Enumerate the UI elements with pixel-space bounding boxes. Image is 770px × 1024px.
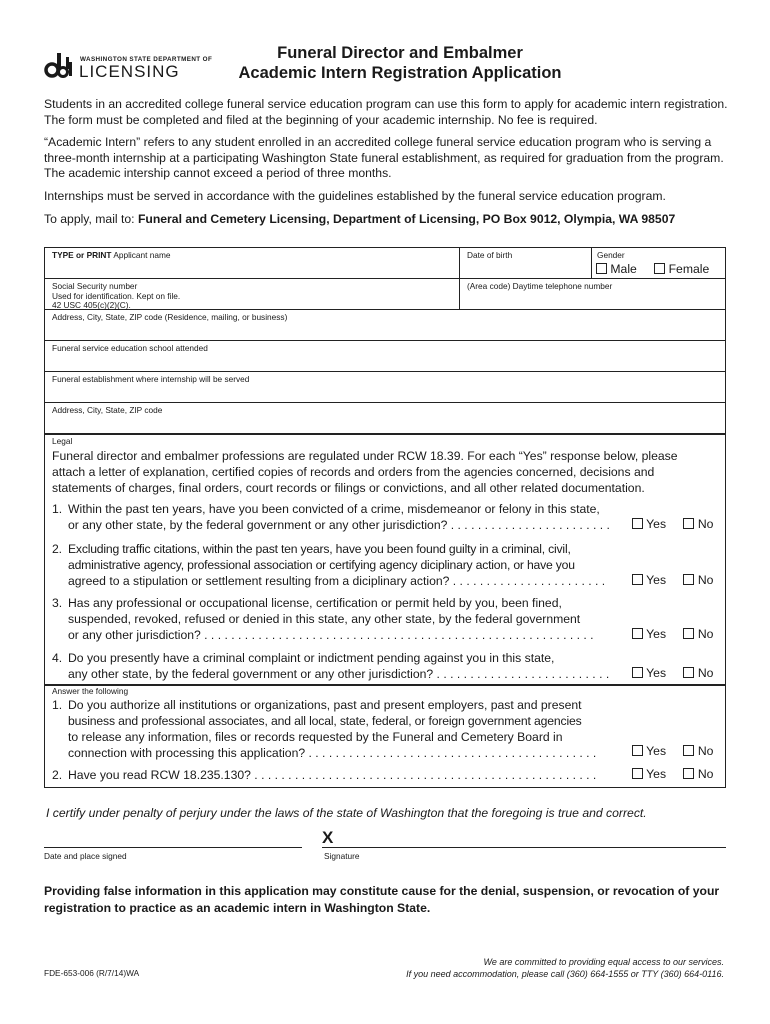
- gender-options: [596, 262, 709, 276]
- yes-label: Yes: [646, 744, 667, 758]
- mail-instruction: [44, 212, 734, 228]
- q1-yes-checkbox[interactable]: [632, 518, 643, 529]
- yes-label: Yes: [646, 517, 667, 531]
- answer-question-1: [52, 697, 637, 761]
- accessibility-notice: [406, 956, 724, 980]
- female-checkbox[interactable]: [654, 263, 665, 274]
- no-label: No: [697, 744, 714, 758]
- q3-line3: or any other jurisdiction? . . . . . . . . . . . . . . . . . . . . . . . . . . . . . . . . . . . . . . . . . . . . . . . . . . . . . . . . . .: [68, 628, 594, 642]
- a2-no-checkbox[interactable]: [683, 768, 694, 779]
- answer-label: Answer the following: [52, 686, 129, 696]
- dol-logo-icon: [44, 53, 76, 79]
- establishment-address-field[interactable]: Address, City, State, ZIP code: [52, 405, 163, 415]
- divider: [44, 278, 726, 279]
- answer-question-2: [52, 767, 637, 783]
- q3-line1: Has any professional or occupational license, certification or permit held by you, been fined,: [68, 596, 562, 610]
- q2-line1: Excluding traffic citations, within the past ten years, have you been found guilty in a criminal, civil,: [68, 542, 571, 556]
- no-label: No: [697, 517, 714, 531]
- form-number: FDE-653-006 (R/7/14)WA: [44, 968, 140, 978]
- male-label: Male: [610, 262, 637, 276]
- ssn-label: Social Security number: [52, 281, 138, 291]
- q3-no-checkbox[interactable]: [683, 628, 694, 639]
- school-field[interactable]: Funeral service education school attended: [52, 343, 208, 353]
- access-line-1: We are committed to providing equal access to our services.: [483, 957, 724, 967]
- intro-paragraph-3: Internships must be served in accordance with the guidelines established by the funeral service education program.: [44, 189, 666, 203]
- q2-number: 2.: [52, 542, 62, 556]
- q2-yes-checkbox[interactable]: [632, 574, 643, 585]
- q4-no-checkbox[interactable]: [683, 667, 694, 678]
- divider: [591, 247, 592, 278]
- yes-label: Yes: [646, 767, 667, 781]
- no-label: No: [697, 627, 714, 641]
- intro-paragraph-1: Students in an accredited college funeral service education program can use this form to apply for academic intern registration. The form must be completed and filed at the beginning of your academic internship. No fee is required.: [44, 97, 728, 127]
- mail-prefix: To apply, mail to:: [44, 212, 138, 226]
- a1-answer: [632, 744, 713, 758]
- a1-line2: business and professional associates, and all local, state, federal, or foreign government agencies: [68, 714, 582, 728]
- address-field[interactable]: Address, City, State, ZIP code (Residence, mailing, or business): [52, 312, 288, 322]
- title-line-2: Academic Intern Registration Application: [238, 64, 562, 82]
- q3-yes-checkbox[interactable]: [632, 628, 643, 639]
- date-line[interactable]: [44, 847, 302, 848]
- access-line-2: If you need accommodation, please call (360) 664-1555 or TTY (360) 664-0116.: [406, 969, 724, 979]
- divider: [44, 371, 726, 372]
- title-line-1: Funeral Director and Embalmer: [277, 44, 523, 62]
- q1-no-checkbox[interactable]: [683, 518, 694, 529]
- legal-question-4: [52, 650, 637, 682]
- q1-number: 1.: [52, 502, 63, 516]
- q1-answer: [632, 517, 713, 531]
- q2-no-checkbox[interactable]: [683, 574, 694, 585]
- signature-line[interactable]: [322, 847, 726, 848]
- legal-question-2: [52, 541, 637, 589]
- q1-line1: Within the past ten years, have you been convicted of a crime, misdemeanor or felony in this state,: [68, 502, 600, 516]
- no-label: No: [697, 573, 714, 587]
- a1-line4: connection with processing this application? . . . . . . . . . . . . . . . . . . . . . . . . . . . . . . . . . . . . . . . . . . .: [68, 746, 597, 760]
- phone-field[interactable]: (Area code) Daytime telephone number: [467, 281, 613, 291]
- a2-number: 2.: [52, 768, 63, 782]
- divider: [44, 340, 726, 341]
- q2-answer: [632, 573, 713, 587]
- a2-yes-checkbox[interactable]: [632, 768, 643, 779]
- yes-label: Yes: [646, 627, 667, 641]
- page-title: [200, 43, 600, 83]
- q2-line3: agreed to a stipulation or settlement resulting from a diciplinary action? . . . . . . . . . . . . . . . . . . . . . . .: [68, 574, 606, 588]
- q4-line2: any other state, by the federal government or any other jurisdiction? . . . . . . . . . . . . . . . . . . . . . . . . . .: [68, 667, 610, 681]
- male-checkbox[interactable]: [596, 263, 607, 274]
- a1-line1: Do you authorize all institutions or organizations, past and present employers, past and present: [68, 698, 582, 712]
- a1-line3: to release any information, files or records requested by the Funeral and Cemetery Board in: [68, 730, 563, 744]
- q3-number: 3.: [52, 596, 63, 610]
- q4-answer: [632, 666, 713, 680]
- q3-answer: [632, 627, 713, 641]
- a2-answer: [632, 767, 713, 781]
- signature-label: Signature: [324, 851, 360, 861]
- ssn-note: Used for identification. Kept on file.: [52, 290, 181, 301]
- gender-label: Gender: [597, 250, 625, 260]
- yes-label: Yes: [646, 573, 667, 587]
- q3-line2: suspended, revoked, refused or denied in this state, any other state, by the federal government: [68, 612, 581, 626]
- establishment-field[interactable]: Funeral establishment where internship will be served: [52, 374, 250, 384]
- agency-name-main: LICENSING: [79, 62, 180, 81]
- ssn-citation: 42 USC 405(c)(2)(C).: [52, 300, 131, 310]
- certify-statement: I certify under penalty of perjury under the laws of the state of Washington that the foregoing is true and correct.: [46, 806, 647, 820]
- a1-yes-checkbox[interactable]: [632, 745, 643, 756]
- yes-label: Yes: [646, 666, 667, 680]
- applicant-name-field[interactable]: [52, 251, 171, 261]
- date-label: Date and place signed: [44, 851, 127, 861]
- q4-number: 4.: [52, 651, 63, 665]
- no-label: No: [697, 666, 714, 680]
- legal-question-1: [52, 501, 637, 533]
- a1-number: 1.: [52, 698, 63, 712]
- legal-question-3: [52, 595, 637, 643]
- intro-paragraph-2: “Academic Intern” refers to any student enrolled in an accredited college funeral service education program who is serving a three-month internship at a participating Washington State funeral establishment, as required for graduation from the program. The academic intership cannot exceed a period of three months.: [44, 135, 724, 180]
- q1-line2: or any other state, by the federal government or any other jurisdiction? . . . . . . . . . . . . . . . . . . . . . . . .: [68, 518, 610, 532]
- ssn-field[interactable]: [52, 282, 180, 311]
- agency-name-top: WASHINGTON STATE DEPARTMENT OF: [80, 56, 213, 63]
- signature-x-mark: X: [322, 828, 334, 847]
- q4-yes-checkbox[interactable]: [632, 667, 643, 678]
- name-label-rest: Applicant name: [111, 250, 171, 260]
- legal-intro: Funeral director and embalmer professions are regulated under RCW 18.39. For each “Yes” response below, please attach a letter of explanation, certified copies of records and orders from the agencies concerned, decisions and statements of charges, final orders, court records or filings or convictions, and all other related documentation.: [52, 449, 678, 495]
- legal-label: Legal: [52, 436, 73, 446]
- divider: [44, 402, 726, 403]
- q2-line2: administrative agency, professional association or certifying agency diciplinary action, or have you: [68, 558, 575, 572]
- false-info-warning: Providing false information in this application may constitute cause for the denial, suspension, or revocation of your registration to practice as an academic intern in Washington State.: [44, 884, 720, 915]
- q4-line1: Do you presently have a criminal complaint or indictment pending against you in this state,: [68, 651, 555, 665]
- name-label-bold: TYPE or PRINT: [52, 250, 112, 260]
- no-label: No: [697, 767, 714, 781]
- a1-no-checkbox[interactable]: [683, 745, 694, 756]
- female-label: Female: [668, 262, 710, 276]
- a2-line1: Have you read RCW 18.235.130? . . . . . . . . . . . . . . . . . . . . . . . . . . . . . . . . . . . . . . . . . . . . . . . . . . .: [68, 768, 597, 782]
- dob-field[interactable]: Date of birth: [467, 250, 513, 260]
- mail-address: Funeral and Cemetery Licensing, Department of Licensing, PO Box 9012, Olympia, WA 98507: [137, 212, 676, 226]
